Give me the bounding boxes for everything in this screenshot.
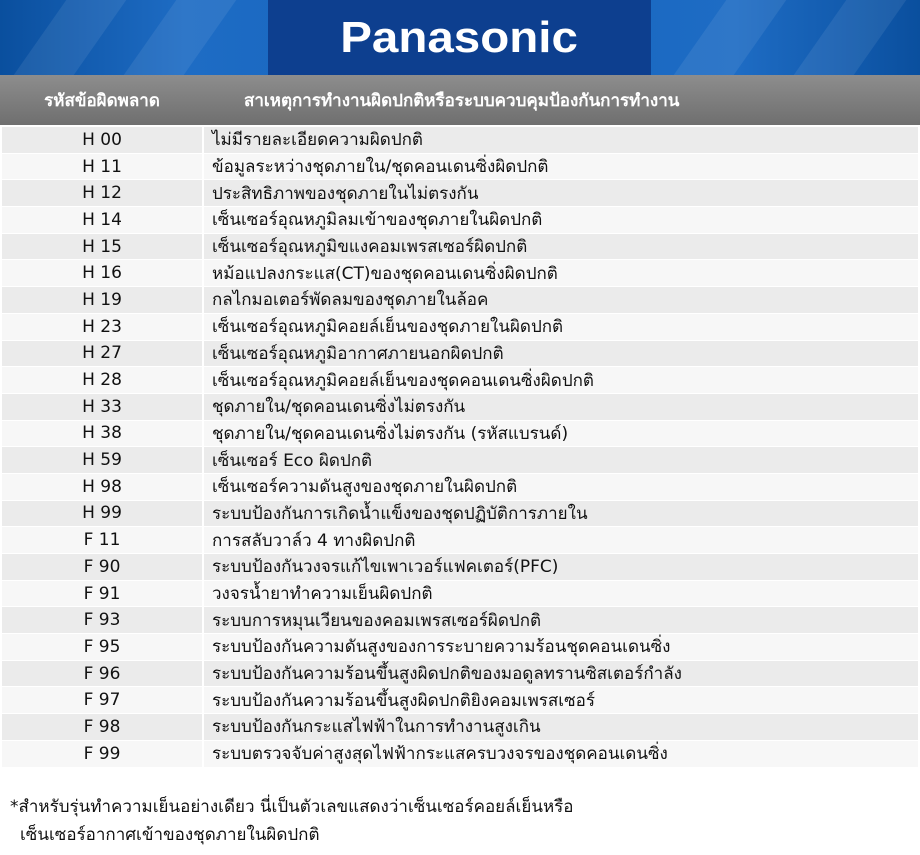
error-description-cell: ชุดภายใน/ชุดคอนเดนซิ่งไม่ตรงกัน (รหัสแบรนด์) [204, 421, 918, 448]
table-row [2, 687, 918, 714]
error-description-cell: เซ็นเซอร์อุณหภูมิขแงคอมเพรสเซอร์ผิดปกติ [204, 234, 918, 261]
error-description-cell: ระบบตรวจจับค่าสูงสุดไฟฟ้ากระแสครบวงจรของชุดคอนเดนซิ่ง [204, 741, 918, 768]
error-description-cell: เซ็นเซอร์อุณหภูมิคอยล์เย็นของชุดคอนเดนซิ่งผิดปกติ [204, 367, 918, 394]
table-row [2, 581, 918, 608]
error-code-table [2, 127, 918, 768]
banner-stripe [674, 0, 787, 75]
error-code-cell: H 59 [2, 447, 204, 474]
error-code-cell: H 12 [2, 180, 204, 207]
banner-stripe [794, 0, 907, 75]
error-description-cell: หม้อแปลงกระแส(CT)ของชุดคอนเดนซิ่งผิดปกติ [204, 260, 918, 287]
error-code-cell: F 11 [2, 527, 204, 554]
table-row [2, 127, 918, 154]
table-row [2, 260, 918, 287]
error-code-cell: H 16 [2, 260, 204, 287]
error-description-cell: ข้อมูลระหว่างชุดภายใน/ชุดคอนเดนซิ่งผิดปกติ [204, 154, 918, 181]
table-row [2, 741, 918, 768]
error-code-cell: F 97 [2, 687, 204, 714]
error-description-cell: วงจรน้ำยาทำความเย็นผิดปกติ [204, 581, 918, 608]
error-code-cell: H 15 [2, 234, 204, 261]
table-row [2, 314, 918, 341]
error-description-cell: การสลับวาล์ว 4 ทางผิดปกติ [204, 527, 918, 554]
error-description-cell: ประสิทธิภาพของชุดภายในไม่ตรงกัน [204, 180, 918, 207]
table-row [2, 154, 918, 181]
error-code-cell: H 98 [2, 474, 204, 501]
error-code-cell: H 28 [2, 367, 204, 394]
table-row [2, 501, 918, 528]
header-error-code: รหัสข้อผิดพลาด [44, 90, 160, 111]
error-code-cell: H 11 [2, 154, 204, 181]
error-code-cell: F 90 [2, 554, 204, 581]
error-code-cell: F 91 [2, 581, 204, 608]
header-description: สาเหตุการทำงานผิดปกติหรือระบบควบคุมป้องกันการทำงาน [244, 90, 680, 111]
error-code-cell: F 95 [2, 634, 204, 661]
error-description-cell: เซ็นเซอร์ความดันสูงของชุดภายในผิดปกติ [204, 474, 918, 501]
error-description-cell: เซ็นเซอร์อุณหภูมิลมเข้าของชุดภายในผิดปกติ [204, 207, 918, 234]
table-row [2, 394, 918, 421]
banner-stripe [124, 0, 237, 75]
table-header [0, 75, 920, 125]
error-code-cell: H 00 [2, 127, 204, 154]
table-row [2, 447, 918, 474]
error-description-cell: เซ็นเซอร์อุณหภูมิอากาศภายนอกผิดปกติ [204, 341, 918, 368]
error-code-cell: F 98 [2, 714, 204, 741]
footnote-line-2: เซ็นเซอร์อากาศเข้าของชุดภายในผิดปกติ [20, 825, 320, 845]
table-row [2, 287, 918, 314]
error-description-cell: ระบบป้องกันการเกิดน้ำแข็งของชุดปฏิบัติการภายใน [204, 501, 918, 528]
table-row [2, 207, 918, 234]
table-row [2, 554, 918, 581]
table-row [2, 180, 918, 207]
error-code-cell: F 93 [2, 607, 204, 634]
panasonic-logo [268, 0, 651, 75]
table-row [2, 527, 918, 554]
error-code-cell: H 19 [2, 287, 204, 314]
table-row [2, 341, 918, 368]
error-code-cell: H 99 [2, 501, 204, 528]
error-code-cell: F 99 [2, 741, 204, 768]
error-description-cell: ระบบการหมุนเวียนของคอมเพรสเซอร์ผิดปกติ [204, 607, 918, 634]
error-description-cell: กลไกมอเตอร์พัดลมของชุดภายในล้อค [204, 287, 918, 314]
error-description-cell: ระบบป้องกันความร้อนขึ้นสูงผิดปกติของมอดูลทรานซิสเตอร์กำลัง [204, 661, 918, 688]
table-row [2, 607, 918, 634]
error-code-cell: H 23 [2, 314, 204, 341]
error-description-cell: ไม่มีรายละเอียดความผิดปกติ [204, 127, 918, 154]
table-row [2, 634, 918, 661]
footnote [10, 793, 910, 849]
error-description-cell: เซ็นเซอร์อุณหภูมิคอยล์เย็นของชุดภายในผิดปกติ [204, 314, 918, 341]
table-row [2, 474, 918, 501]
brand-banner [0, 0, 920, 75]
error-description-cell: ชุดภายใน/ชุดคอนเดนซิ่งไม่ตรงกัน [204, 394, 918, 421]
error-description-cell: ระบบป้องกันกระแสไฟฟ้าในการทำงานสูงเกิน [204, 714, 918, 741]
error-code-cell: H 33 [2, 394, 204, 421]
table-row [2, 367, 918, 394]
logo-text: Panasonic [340, 12, 579, 62]
error-code-cell: F 96 [2, 661, 204, 688]
error-code-cell: H 14 [2, 207, 204, 234]
error-description-cell: ระบบป้องกันความร้อนขึ้นสูงผิดปกติยิงคอมเพรสเซอร์ [204, 687, 918, 714]
error-description-cell: ระบบป้องกันวงจรแก้ไขเพาเวอร์แฟคเตอร์(PFC) [204, 554, 918, 581]
table-row [2, 714, 918, 741]
error-code-cell: H 38 [2, 421, 204, 448]
error-description-cell: ระบบป้องกันความดันสูงของการระบายความร้อนชุดคอนเดนซิ่ง [204, 634, 918, 661]
footnote-line-1: *สำหรับรุ่นทำความเย็นอย่างเดียว นี่เป็นตัวเลขแสดงว่าเซ็นเซอร์คอยล์เย็นหรือ [10, 797, 574, 817]
table-row [2, 421, 918, 448]
banner-stripe [14, 0, 127, 75]
table-row [2, 661, 918, 688]
table-row [2, 234, 918, 261]
error-description-cell: เซ็นเซอร์ Eco ผิดปกติ [204, 447, 918, 474]
error-code-cell: H 27 [2, 341, 204, 368]
